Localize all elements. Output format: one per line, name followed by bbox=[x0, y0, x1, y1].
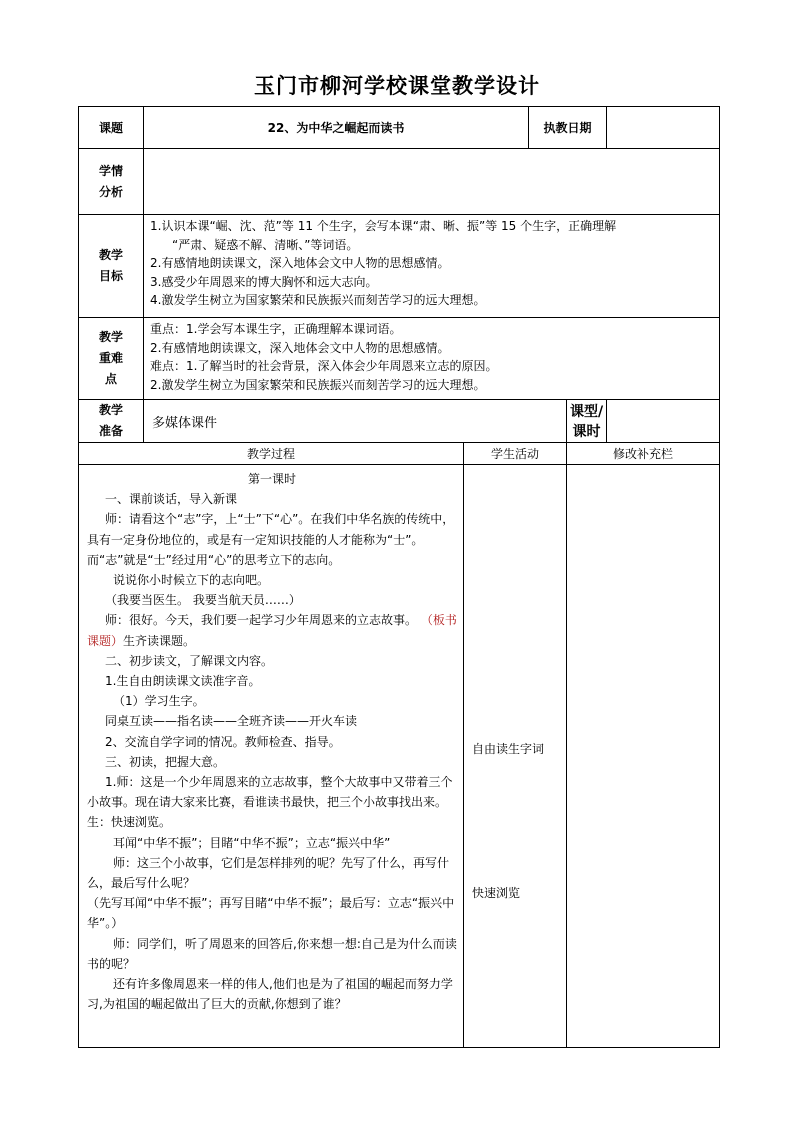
process-header: 教学过程 bbox=[79, 443, 464, 465]
notes-column bbox=[567, 465, 720, 1048]
process-content bbox=[79, 465, 464, 1048]
goal-item: 3.感受少年周恩来的博大胸怀和远大志向。 bbox=[150, 274, 378, 289]
notes-header: 修改补充栏 bbox=[567, 443, 720, 465]
prep-label: 教学 准备 bbox=[79, 400, 144, 443]
topic-label: 课题 bbox=[79, 107, 144, 149]
process-paragraph: 师：很好。今天，我们要一起学习少年周恩来的立志故事。 （板书课题）生齐读课题。 bbox=[87, 613, 457, 648]
lesson-type-value bbox=[607, 400, 720, 443]
process-paragraph: （我要当医生。 我要当航天员……） bbox=[105, 593, 301, 608]
page-title: 玉门市柳河学校课堂教学设计 bbox=[254, 74, 540, 98]
analysis-row bbox=[79, 149, 720, 215]
section-heading: 二、初步读文，了解课文内容。 bbox=[105, 653, 274, 668]
goal-item: 1.认识本课“崛、沈、范”等 11 个生字，会写本课“肃、晰、振”等 15 个生字，正确理解 bbox=[150, 219, 617, 233]
key-point-item: 2.有感情地朗读课文，深入地体会文中人物的思想感情。 bbox=[150, 340, 450, 355]
process-paragraph: 说说你小时候立下的志向吧。 bbox=[113, 573, 270, 588]
process-paragraph: 1.师：这是一个少年周恩来的立志故事，整个大故事中又带着三个小故事。现在请大家来比赛，看谁读书最快，把三个小故事找出来。 生：快速浏览。 bbox=[87, 775, 453, 830]
lesson-plan-table bbox=[78, 106, 720, 1048]
process-paragraph: （先写耳闻“中华不振”；再写目睹“中华不振”；最后写：立志“振兴中华”。） bbox=[87, 896, 455, 931]
student-activity-item: 自由读生字词 bbox=[472, 742, 545, 756]
student-activity-header: 学生活动 bbox=[464, 443, 567, 465]
student-activity-item: 快速浏览 bbox=[472, 886, 521, 900]
date-value bbox=[607, 107, 720, 149]
process-header-row bbox=[79, 443, 720, 465]
board-title-note: （板书课题） bbox=[87, 613, 457, 648]
prep-content: 多媒体课件 bbox=[144, 400, 567, 443]
topic-row bbox=[79, 107, 720, 149]
goal-item: 4.激发学生树立为国家繁荣和民族振兴而刻苦学习的远大理想。 bbox=[150, 293, 486, 307]
process-paragraph: 耳闻“中华不振”；目睹“中华不振”；立志“振兴中华” bbox=[113, 835, 391, 850]
process-paragraph: 还有许多像周恩来一样的伟人,他们也是为了祖国的崛起而努力学习,为祖国的崛起做出了巨大的贡献,你想到了谁？ bbox=[87, 977, 453, 1012]
date-label: 执教日期 bbox=[529, 107, 607, 149]
key-point-item: 2.激发学生树立为国家繁荣和民族振兴而刻苦学习的远大理想。 bbox=[150, 377, 486, 392]
key-points-content bbox=[144, 318, 720, 400]
section-heading: 三、初读，把握大意。 bbox=[105, 754, 226, 769]
analysis-label: 学情 分析 bbox=[79, 149, 144, 215]
student-activity-column bbox=[464, 465, 567, 1048]
topic-title: 22、为中华之崛起而读书 bbox=[144, 107, 529, 149]
process-paragraph: 1.生自由朗读课文读准字音。 bbox=[105, 674, 261, 689]
key-point-item: 重点：1.学会写本课生字，正确理解本课词语。 bbox=[150, 322, 402, 336]
process-paragraph: 师：请看这个“志”字，上“士”下“心”。在我们中华名族的传统中，具有一定身份地位的，或是有一定知识技能的人才能称为“士”。而“志”就是“士”经过用“心”的思考立下的志向。 bbox=[87, 512, 455, 567]
key-points-row bbox=[79, 318, 720, 400]
goals-label: 教学 目标 bbox=[79, 215, 144, 318]
goals-content bbox=[144, 215, 720, 318]
process-paragraph: 同桌互读——指名读——全班齐读——开火车读 bbox=[105, 714, 358, 729]
process-body-row bbox=[79, 465, 720, 1048]
process-paragraph: 师：同学们，听了周恩来的回答后,你来想一想:自己是为什么而读书的呢？ bbox=[87, 936, 457, 971]
goal-item: “严肃、疑惑不解、清晰、”等词语。 bbox=[172, 237, 359, 252]
key-point-item: 难点：1.了解当时的社会背景，深入体会少年周恩来立志的原因。 bbox=[150, 359, 498, 373]
key-points-label: 教学 重难 点 bbox=[79, 318, 144, 400]
goals-row bbox=[79, 215, 720, 318]
goal-item: 2.有感情地朗读课文，深入地体会文中人物的思想感情。 bbox=[150, 256, 450, 270]
prep-row bbox=[79, 400, 720, 443]
analysis-content bbox=[144, 149, 720, 215]
process-paragraph: 师：这三个小故事，它们是怎样排列的呢？先写了什么，再写什么，最后写什么呢？ bbox=[87, 855, 450, 891]
process-paragraph: （1）学习生字。 bbox=[113, 694, 205, 709]
section-heading: 一、课前谈话，导入新课 bbox=[105, 492, 238, 507]
lesson-heading: 第一课时 bbox=[247, 472, 296, 486]
lesson-type-label: 课型/课时 bbox=[567, 400, 607, 443]
process-paragraph: 2、交流自学字词的情况。教师检查、指导。 bbox=[105, 734, 341, 749]
